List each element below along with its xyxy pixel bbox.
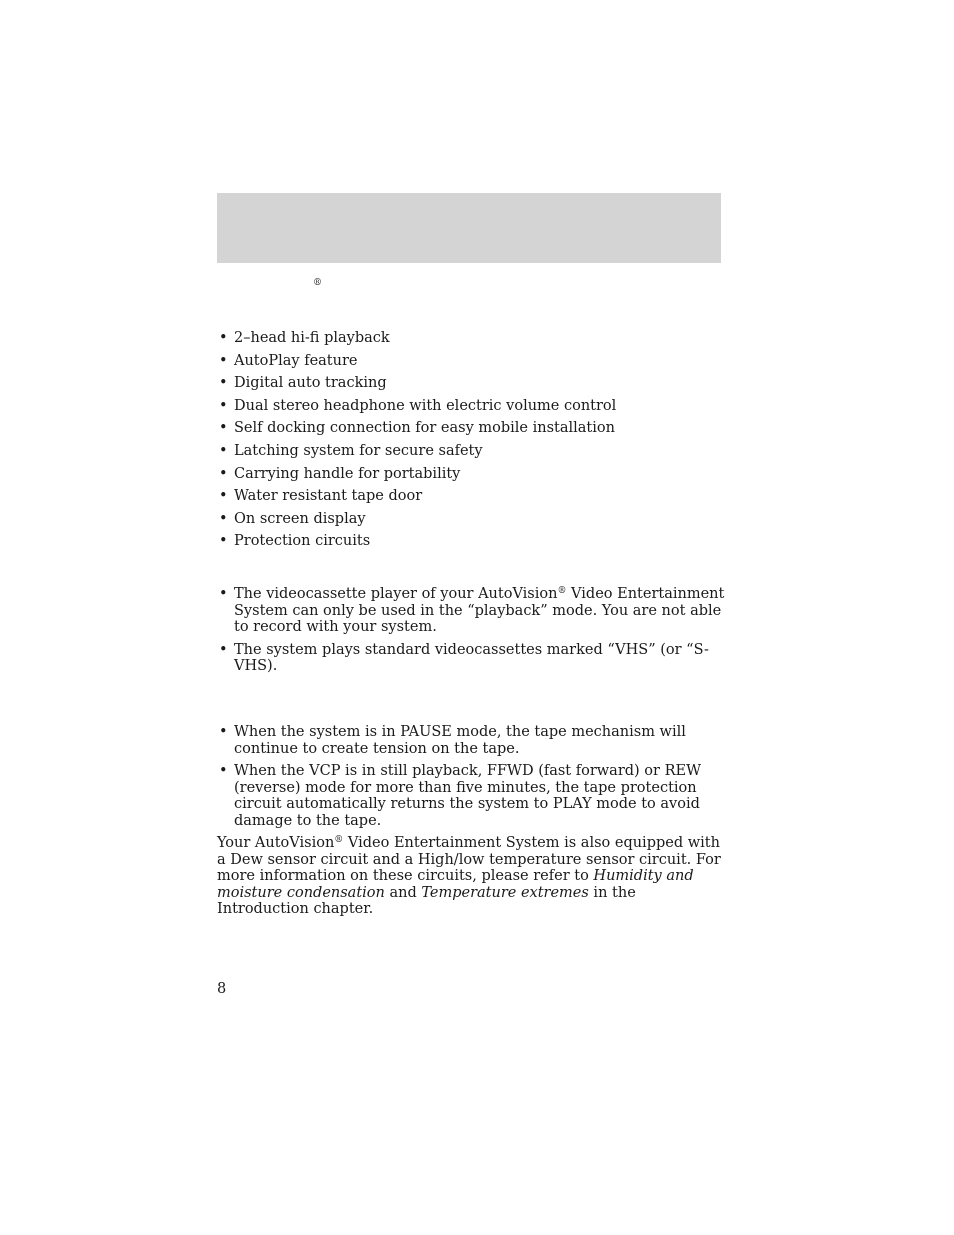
feature-item: • Latching system for secure safety: [217, 443, 727, 466]
header-registered-mark: ®: [313, 278, 322, 288]
registered-mark: ®: [334, 835, 344, 845]
page-number: 8: [217, 981, 227, 997]
feature-item: • 2–head hi-fi playback: [217, 330, 727, 353]
humidity-reference: Humidity and moisture condensation: [217, 868, 694, 901]
feature-item: • Dual stereo headphone with electric volume control: [217, 398, 727, 421]
feature-item: • Self docking connection for easy mobile installation: [217, 420, 727, 443]
protection-notes-list: [217, 724, 727, 835]
protection-note-item: • When the VCP is in still playback, FFWD (fast forward) or REW (reverse) mode for more than five minutes, the tape protection circuit automatically returns the system to PLAY mode to avoid damage to the tape.: [217, 763, 727, 829]
feature-item: • Digital auto tracking: [217, 375, 727, 398]
paragraph-text: in the Introduction chapter.: [217, 884, 636, 917]
sensor-circuits-paragraph: [217, 835, 722, 918]
paragraph-text: Your AutoVision: [217, 835, 335, 851]
temperature-reference: Temperature extremes: [421, 884, 589, 901]
feature-item: • Carrying handle for portability: [217, 466, 727, 489]
features-list: [217, 330, 727, 556]
feature-item: • Water resistant tape door: [217, 488, 727, 511]
feature-item: • AutoPlay feature: [217, 353, 727, 376]
protection-note-item: • When the system is in PAUSE mode, the tape mechanism will continue to create tension on the tape.: [217, 724, 727, 757]
registered-mark: ®: [557, 586, 567, 596]
playback-notes-list: [217, 586, 727, 681]
feature-item: • Protection circuits: [217, 533, 727, 556]
section-header-band: [217, 193, 721, 263]
paragraph-text: and: [384, 884, 422, 901]
playback-note-item: • The system plays standard videocassettes marked “VHS” (or “S-VHS).: [217, 642, 727, 675]
note-text: Video Entertainment System can only be used in the “playback” mode. You are not able to record with your system.: [234, 586, 725, 635]
feature-item: • On screen display: [217, 511, 727, 534]
paragraph-text: Video Entertainment System is also equipped with a Dew sensor circuit and a High/low temperature sensor circuit. For more information on these circuits, please refer to: [217, 835, 721, 884]
playback-note-item: [217, 586, 727, 636]
note-text: The videocassette player of your AutoVision: [234, 586, 558, 602]
